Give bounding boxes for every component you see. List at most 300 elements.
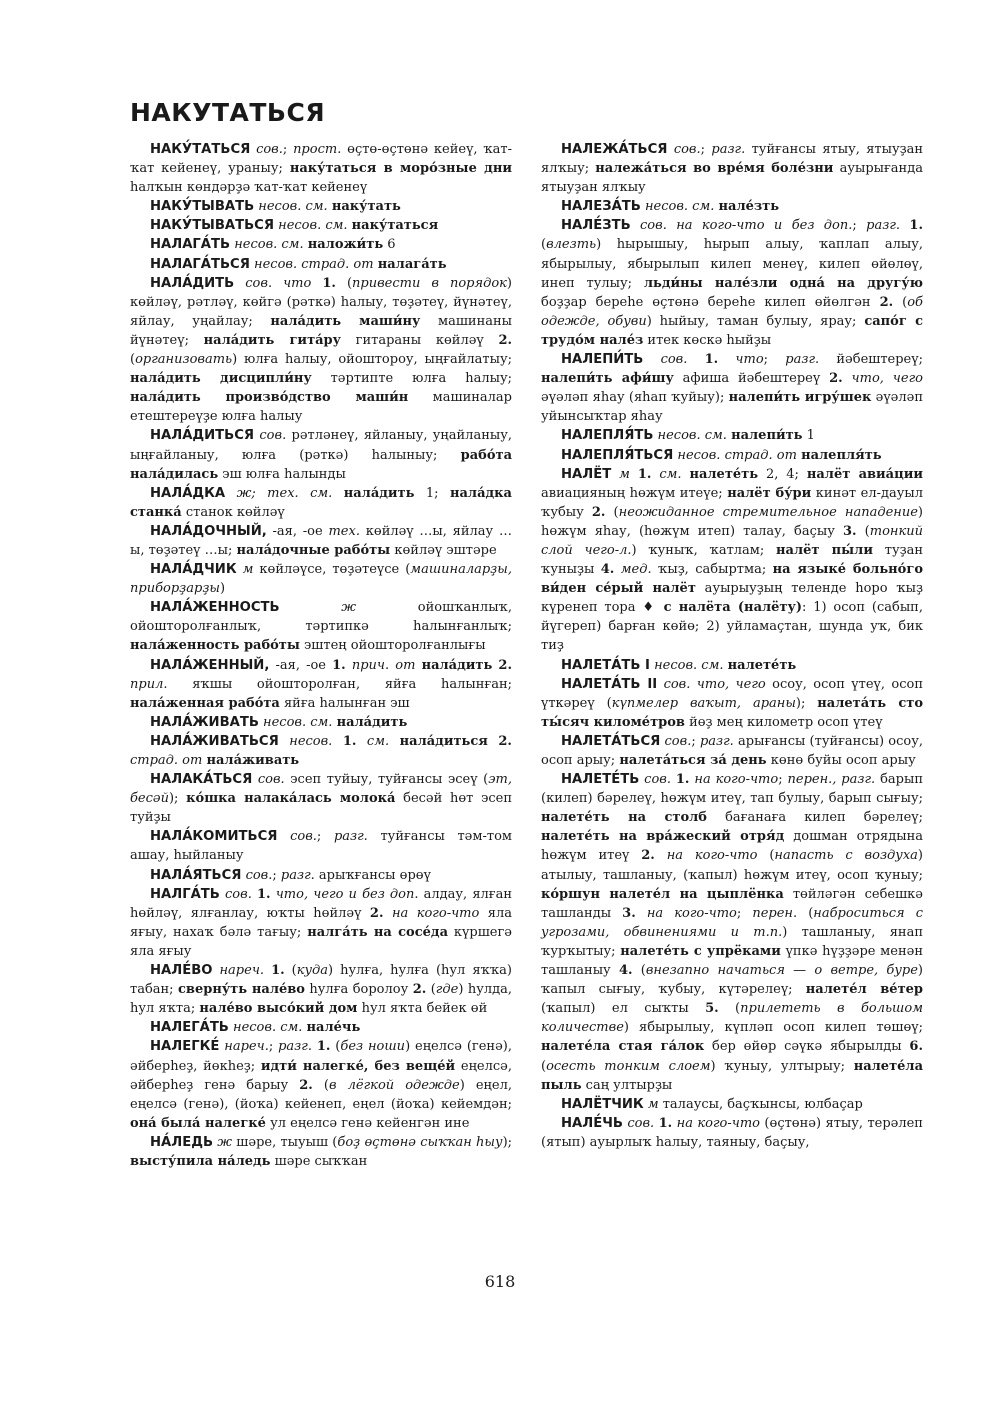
- example-phrase: 1.: [256, 886, 271, 902]
- grammar-label: см.: [366, 733, 390, 749]
- definition-text: (: [893, 294, 908, 310]
- definition-text: туйғансы тәм-том ашау, һыйланыу: [130, 829, 513, 864]
- entry-headword: НАЛЕ́ЗТЬ: [561, 218, 631, 234]
- definition-text: ) ябырылыу, күпләп осоп килеп төшөү;: [623, 1020, 923, 1036]
- example-phrase: належа́ться во вре́мя боле́зни: [595, 161, 834, 177]
- definition-text: яйға һалынған эш: [279, 695, 410, 711]
- grammar-label: неожиданное стремительное нападение: [618, 504, 918, 520]
- definition-text: кинәт ел-дауыл ҡубыу: [541, 485, 923, 520]
- definition-text: ;: [852, 218, 867, 234]
- grammar-label: несов. см.: [654, 657, 724, 673]
- example-phrase: 2.: [641, 848, 655, 864]
- dictionary-entry: [541, 1114, 923, 1152]
- grammar-label: несов. см.: [233, 1020, 303, 1036]
- dictionary-entry: [130, 770, 512, 827]
- entry-headword: НАЛЕПИ́ТЬ: [561, 352, 644, 368]
- definition-text: [718, 352, 735, 367]
- definition-text: шәре, тыуыш (: [232, 1134, 338, 1150]
- definition-text: әүәләп уйынсыҡтар яһау: [541, 390, 923, 425]
- example-phrase: налета́ться за́ день: [619, 753, 767, 768]
- grammar-label: несов. страд. от: [677, 447, 797, 463]
- definition-text: (: [130, 352, 136, 368]
- definition-text: эш юлға һалынды: [218, 466, 346, 482]
- definition-text: ;: [736, 905, 753, 921]
- definition-text: станок көйләү: [181, 504, 285, 520]
- definition-text: ул еңелсә генә кейенгән ине: [265, 1115, 470, 1131]
- grammar-label: на кого-что: [646, 905, 737, 921]
- example-phrase: налете́ть: [689, 466, 759, 482]
- right-column: [541, 140, 923, 1152]
- grammar-label: сов.: [225, 886, 252, 902]
- example-phrase: нала́живать: [206, 753, 300, 768]
- definition-text: талаусы, баҫҡынсы, юлбаҫар: [658, 1096, 863, 1112]
- entry-headword: НАЛА́КОМИТЬСЯ: [150, 829, 278, 845]
- example-phrase: с налёта (налёту): [663, 600, 802, 616]
- example-phrase: 1.: [909, 218, 923, 234]
- dictionary-entry: [541, 656, 923, 675]
- definition-text: ;: [282, 142, 294, 157]
- definition-text: [630, 467, 638, 482]
- example-phrase: налета́ть сто ты́сяч киломе́тров: [541, 695, 923, 730]
- grammar-label: перен.: [752, 905, 798, 921]
- definition-text: күршегә яла яғыу: [130, 924, 512, 959]
- definition-text: дошман отрядына һөжүм итеү: [541, 829, 923, 864]
- definition-text: [687, 352, 704, 367]
- grammar-label: сов. на кого-что и без доп.: [640, 218, 853, 234]
- grammar-label: сов.: [673, 142, 701, 157]
- example-phrase: налете́л ве́тер: [805, 982, 923, 998]
- example-phrase: налепи́ть афи́шу: [541, 371, 674, 387]
- definition-text: ;: [272, 867, 281, 883]
- definition-text: ) һырышыу, һырып алыу, ҡаплап алыу, ябырылыу, ябырылып килеп менеү, килеп өйөлөү, инеп тулыу;: [541, 237, 923, 291]
- dictionary-entry: [541, 446, 923, 465]
- definition-text: арығансы (туйғансы) осоу, осоп арыу;: [541, 733, 923, 768]
- grammar-label: разг.: [278, 1039, 312, 1055]
- definition-text: [488, 734, 499, 749]
- grammar-label: разг.: [866, 218, 901, 234]
- dictionary-entry: [130, 140, 512, 197]
- grammar-label: разг.: [711, 142, 746, 157]
- definition-text: (ҡапыл) ел сыҡты: [541, 1001, 706, 1017]
- example-phrase: 1.: [658, 1115, 673, 1131]
- definition-text: (: [335, 275, 353, 291]
- entry-headword: НАЛАГА́ТЬ: [150, 237, 231, 253]
- entry-headword: НАЛА́ЯТЬСЯ: [150, 867, 242, 883]
- dictionary-entry: [130, 866, 512, 885]
- example-phrase: нала́дить: [336, 714, 408, 730]
- definition-text: ) көйләү, рәтләү, көйгә (рәткә) һалыу, төҙәтеү, йүнәтеү, яйлау, уңайлау;: [130, 275, 512, 329]
- entry-headword: НАЛА́ДИТЬ: [150, 275, 235, 291]
- grammar-label: разг.: [785, 352, 820, 368]
- entry-headword: НАЛЕПЛЯ́ТЬСЯ: [561, 447, 674, 463]
- entry-headword: НАЛЕТЕ́ТЬ: [561, 772, 640, 788]
- entry-headword: НАЛГА́ТЬ: [150, 886, 220, 902]
- definition-text: [389, 734, 400, 749]
- definition-text: (: [426, 982, 436, 998]
- example-phrase: нале́зть: [718, 199, 780, 215]
- entry-headword: НАКУ́ТАТЬСЯ: [150, 142, 251, 157]
- dictionary-entry: [130, 560, 512, 598]
- grammar-label: привести в порядок: [352, 275, 507, 291]
- example-phrase: нала́женность рабо́ты: [130, 638, 300, 654]
- example-phrase: нала́диться: [399, 733, 488, 749]
- dictionary-entry: [130, 598, 512, 655]
- example-phrase: налага́ть: [377, 256, 447, 272]
- dictionary-entry: [541, 1095, 923, 1114]
- grammar-label: ж: [341, 600, 357, 616]
- grammar-label: сов.: [660, 352, 688, 368]
- definition-text: 6: [383, 237, 396, 253]
- dictionary-entry: [130, 885, 512, 961]
- definition-text: ;: [691, 733, 700, 749]
- definition-text: һул яҡта бейек өй: [357, 1001, 488, 1017]
- example-phrase: 2.: [879, 294, 894, 310]
- example-phrase: 1.: [332, 657, 346, 673]
- definition-text: );: [168, 791, 187, 807]
- definition-text: һулға боролоу: [304, 982, 413, 998]
- definition-text: ) ҡуныҡ, ҡатлам;: [631, 542, 777, 558]
- definition-text: эсеп туйыу, туйғансы эсеү (: [284, 772, 489, 788]
- definition-text: (: [757, 848, 775, 864]
- definition-text: ауырыуҙың теленде һоро ҡыҙ күренеп тора ♦: [541, 581, 923, 616]
- dictionary-entry: [130, 255, 512, 274]
- definition-text: [643, 352, 660, 367]
- grammar-label: сов. что: [245, 275, 312, 291]
- dictionary-entry: [541, 465, 923, 656]
- grammar-label: сов.: [627, 1115, 655, 1131]
- grammar-label: машиналарҙы, приборҙарҙы: [130, 562, 512, 597]
- definition-text: ) ҡапыл сығыу, ҡубыу, күтәрелеү;: [541, 963, 923, 998]
- definition-text: [311, 276, 322, 291]
- grammar-label: эт, бесәй: [130, 772, 512, 807]
- definition-text: әүәләп яһау (яһап ҡуйыу);: [541, 390, 729, 406]
- grammar-label: күпмелер ваҡыт, араны: [611, 695, 796, 711]
- definition-text: ) ҡуныу, ултырыу;: [710, 1058, 854, 1074]
- definition-text: [264, 963, 271, 978]
- dictionary-entry: [130, 656, 512, 713]
- entry-headword: НАЛА́ЖИВАТЬ: [150, 714, 259, 730]
- example-phrase: 3.: [842, 523, 857, 539]
- grammar-label: несов. страд. от: [254, 256, 374, 272]
- grammar-label: сов.: [259, 428, 287, 444]
- entry-headword: НАЛЕ́ВО: [150, 963, 213, 979]
- example-phrase: налете́ть: [727, 657, 797, 673]
- definition-text: бер өйөр сәүкә ябырылды: [704, 1039, 910, 1055]
- definition-text: (: [797, 905, 814, 921]
- definition-text: машинаны йүнәтеү;: [130, 313, 512, 348]
- example-phrase: налепи́ть: [731, 428, 803, 444]
- entry-headword: НАЛЕ́ЧЬ: [561, 1115, 623, 1131]
- definition-text: ;: [778, 772, 788, 788]
- example-phrase: нала́дить дисципли́ну: [130, 371, 312, 387]
- grammar-label: несов. см.: [258, 199, 328, 215]
- example-phrase: налете́ла пыль: [541, 1058, 923, 1093]
- entry-headword: НАЛЕГА́ТЬ: [150, 1020, 229, 1036]
- grammar-label: ж: [217, 1134, 233, 1150]
- grammar-label: прост.: [293, 142, 342, 157]
- dictionary-entry: [130, 713, 512, 732]
- example-phrase: 2.: [829, 371, 843, 387]
- grammar-label: перен., разг.: [787, 772, 876, 788]
- grammar-label: в лёгкой одежде: [328, 1077, 460, 1093]
- example-phrase: налёт авиа́ции: [806, 466, 923, 482]
- example-phrase: 3.: [622, 905, 636, 921]
- example-phrase: сапо́г с трудо́м нале́з: [541, 313, 923, 348]
- grammar-label: напасть с воздуха: [774, 848, 918, 864]
- example-phrase: ко́шка налака́лась молока́: [186, 791, 396, 807]
- example-phrase: налете́ть с упрёками: [620, 943, 781, 959]
- example-phrase: ко́ршун налете́л на цыплёнка: [541, 886, 784, 902]
- example-phrase: налга́ть на сосе́да: [307, 924, 448, 940]
- example-phrase: 1.: [342, 733, 357, 749]
- example-phrase: высту́пила на́ледь: [130, 1153, 271, 1169]
- example-phrase: 2.: [412, 982, 427, 998]
- grammar-label: м: [619, 466, 630, 482]
- grammar-label: см.: [659, 466, 682, 482]
- example-phrase: нала́дить маши́ну: [270, 313, 421, 329]
- definition-text: 2, 4;: [758, 466, 807, 482]
- grammar-label: тонкий слой чего-л.: [541, 523, 923, 558]
- example-phrase: налепи́ть игру́шек: [728, 390, 872, 406]
- grammar-label: м: [647, 1096, 659, 1112]
- entry-headword: НАЛЕТА́ТЬСЯ: [561, 733, 661, 749]
- definition-text: [356, 734, 367, 749]
- definition-text: ) ташланыу, янап ҡурҡытыу;: [541, 924, 923, 959]
- definition-text: ;: [700, 142, 712, 157]
- entry-headword: НАЛАКА́ТЬСЯ: [150, 772, 253, 788]
- definition-text: );: [502, 1134, 513, 1150]
- definition-text: 1;: [414, 485, 450, 501]
- dictionary-entry: [541, 216, 923, 350]
- example-phrase: наку́таться в моро́зные дни: [289, 161, 512, 177]
- grammar-label: сов. что, чего: [663, 676, 766, 692]
- example-phrase: налете́ть на вра́жеский отря́д: [541, 829, 785, 845]
- definition-text: барып (килеп) бәрелеү, һөжүм итеү, тап булыу, барып сығыу;: [541, 772, 923, 807]
- dictionary-entry: [130, 484, 512, 522]
- definition-text: ) һулға, һулға (һул яҡҡа) табан;: [130, 963, 512, 998]
- grammar-label: несов. см.: [234, 237, 304, 253]
- grammar-label: куда: [296, 963, 329, 979]
- entry-headword: НАЛЕТА́ТЬ II: [561, 676, 658, 692]
- grammar-label: что, чего: [851, 371, 923, 387]
- grammar-label: об одежде, обуви: [541, 294, 923, 329]
- entry-headword: НАЛЕЖА́ТЬСЯ: [561, 142, 668, 157]
- definition-text: ) һыйыу, таман булыу, ярау;: [646, 313, 865, 329]
- grammar-label: прилететь в большом количестве: [541, 1001, 923, 1036]
- entry-headword: НАЛА́ДЧИК: [150, 562, 237, 578]
- entry-headword: НАКУ́ТЫВАТЬСЯ: [150, 218, 274, 234]
- definition-text: (: [541, 237, 547, 253]
- entry-headword: НАЛА́ЖИВАТЬСЯ: [150, 733, 279, 749]
- example-phrase: 2.: [498, 733, 512, 749]
- grammar-label: сов.: [644, 772, 671, 788]
- example-phrase: нала́дочные рабо́ты: [236, 542, 391, 558]
- grammar-label: что: [735, 352, 764, 368]
- definition-text: йәбештереү;: [819, 352, 923, 368]
- example-phrase: 1.: [637, 466, 652, 482]
- grammar-label: сов.: [290, 829, 317, 845]
- definition-text: көйләүсе, төҙәтеүсе (: [253, 562, 411, 578]
- page-number: 618: [484, 1272, 516, 1291]
- example-phrase: 4.: [600, 562, 615, 578]
- example-phrase: 2.: [299, 1077, 313, 1093]
- running-head: НАКУТАТЬСЯ: [130, 98, 326, 127]
- example-phrase: 1.: [322, 275, 336, 291]
- definition-text: (: [605, 504, 619, 520]
- definition-text: [843, 371, 852, 386]
- entry-headword: НАЛА́ДИТЬСЯ: [150, 428, 255, 444]
- definition-text: афиша йәбештереү: [673, 371, 830, 387]
- entry-headword: НАЛАГА́ТЬСЯ: [150, 256, 250, 272]
- definition-text: -ая, -ое: [269, 657, 333, 673]
- example-phrase: налете́ть на столб: [541, 810, 707, 826]
- example-phrase: наку́таться: [351, 218, 439, 234]
- definition-text: туйғансы ятыу, ятыуҙан ялҡыу;: [541, 142, 923, 177]
- definition-text: ) еңелсә (генә), әйберһеҙ, йөкһеҙ;: [130, 1039, 512, 1074]
- entry-headword: НАКУ́ТЫВАТЬ: [150, 199, 255, 215]
- entry-headword: НАЛЁТ: [561, 466, 612, 482]
- grammar-label: сов.: [664, 733, 692, 749]
- entry-headword: НАЛЕЗА́ТЬ: [561, 199, 641, 215]
- grammar-label: наброситься с угрозами, обвинениями и т.п.: [541, 905, 923, 940]
- example-phrase: 2.: [498, 332, 513, 348]
- definition-text: [332, 486, 343, 501]
- dictionary-entry: [541, 675, 923, 732]
- definition-text: [631, 218, 640, 233]
- example-phrase: рабо́та нала́дилась: [130, 447, 512, 482]
- definition-text: [611, 467, 619, 482]
- definition-text: алдау, ялған һөйләү, ялғанлау, юҡты һөйләү: [130, 886, 513, 921]
- example-phrase: идти́ налегке́, без веще́й: [260, 1058, 456, 1074]
- grammar-label: прич. от: [351, 657, 416, 673]
- definition-text: [900, 218, 909, 233]
- example-phrase: нале́чь: [306, 1020, 361, 1036]
- definition-text: саң ултырҙы: [581, 1077, 673, 1093]
- definition-text: [383, 906, 391, 921]
- definition-text: ;: [316, 829, 334, 845]
- dictionary-entry: [130, 426, 512, 483]
- dictionary-entry: [541, 140, 923, 197]
- entry-headword: НАЛЁТЧИК: [561, 1096, 644, 1112]
- definition-text: авиацияның һөжүм итеүе;: [541, 485, 728, 501]
- definition-text: үпкә һүҙҙәре менән ташланыу: [541, 943, 924, 979]
- example-phrase: 1.: [704, 352, 719, 368]
- definition-text: ойошҡанлыҡ, ойошторолғанлыҡ, тәртипкә һалынғанлыҡ;: [130, 600, 512, 635]
- grammar-label: что, чего и без доп.: [275, 886, 419, 902]
- definition-text: (: [330, 1039, 341, 1055]
- dictionary-entry: [130, 827, 512, 865]
- entry-headword: НАЛА́ДОЧНЫЙ,: [150, 523, 267, 539]
- example-phrase: нала́женная рабо́та: [130, 695, 280, 711]
- example-phrase: нала́дить произво́дство маши́н: [130, 390, 409, 406]
- definition-text: [332, 734, 343, 749]
- dictionary-entry: [130, 522, 512, 560]
- grammar-label: ж; тех. см.: [236, 485, 333, 501]
- example-phrase: 1.: [316, 1039, 331, 1055]
- example-phrase: 1.: [271, 963, 285, 979]
- grammar-label: влезть: [546, 237, 597, 253]
- grammar-label: тех.: [328, 523, 360, 539]
- example-phrase: сверну́ть нале́во: [178, 982, 305, 998]
- dictionary-entry: [130, 732, 512, 770]
- definition-text: ауырығанда ятыуҙан ялҡыу: [541, 161, 923, 196]
- definition-text: яла яғыу, нахаҡ бәлә тағыу;: [130, 905, 512, 940]
- grammar-label: где: [435, 982, 459, 998]
- grammar-label: м: [242, 562, 254, 578]
- example-phrase: нала́дить: [421, 657, 493, 673]
- entry-headword: НАЛЕТА́ТЬ I: [561, 657, 650, 673]
- grammar-label: несов. см.: [644, 199, 715, 215]
- example-phrase: 2.: [498, 657, 512, 673]
- definition-text: [655, 848, 667, 863]
- example-phrase: нале́во высо́кий дом: [199, 1001, 358, 1017]
- grammar-label: без ноши: [340, 1039, 406, 1055]
- definition-text: ;: [268, 1039, 279, 1055]
- definition-text: (: [856, 523, 870, 539]
- definition-text: );: [795, 695, 818, 711]
- definition-text: көнө буйы осоп арыу: [766, 753, 916, 768]
- definition-text: өҫтө-өҫтөнә кейеү, ҡат-ҡат кейенеү, ураныу;: [130, 142, 512, 177]
- definition-text: ) еңел, еңелсә (генә), (йоҡа) кейенеп, еңел (йоҡа) кейемдән;: [130, 1077, 512, 1112]
- dictionary-entry: [541, 426, 923, 445]
- grammar-label: несов. см.: [263, 714, 333, 730]
- dictionary-entry: [541, 350, 923, 426]
- definition-text: (: [632, 963, 646, 979]
- definition-text: төйләгән себешкә ташланды: [541, 886, 924, 921]
- definition-text: бесәй һөт эсеп туйҙы: [130, 791, 512, 826]
- dictionary-entry: [130, 197, 512, 216]
- grammar-label: несов. см.: [278, 218, 348, 234]
- example-phrase: налете́ла стая га́лок: [541, 1039, 705, 1055]
- definition-text: ҡыҙ, сабыртма;: [651, 562, 773, 578]
- definition-text: [277, 829, 290, 844]
- grammar-label: прил.: [130, 676, 168, 692]
- example-phrase: 1.: [675, 772, 690, 788]
- definition-text: рәтләнеү, яйланыу, уңайланыу, ыңғайланыу, юлға (рәткә) һалыныу;: [130, 428, 512, 463]
- example-phrase: 5.: [705, 1001, 719, 1017]
- grammar-label: сов.: [256, 142, 283, 157]
- dictionary-entry: [130, 235, 512, 254]
- grammar-label: сов.: [257, 772, 285, 788]
- grammar-label: нареч.: [224, 1039, 269, 1055]
- dictionary-entry: [541, 197, 923, 216]
- example-phrase: 6.: [909, 1039, 923, 1055]
- definition-text: яҡшы ойошторолған, яйға һалынған;: [167, 676, 512, 692]
- example-phrase: нала́дить: [343, 485, 415, 501]
- definition-text: [280, 600, 342, 615]
- dictionary-entry: [130, 1133, 512, 1171]
- example-phrase: она́ была́ налегке́: [130, 1115, 266, 1131]
- dictionary-entry: [541, 732, 923, 770]
- definition-text: көйләү эштәре: [390, 542, 497, 558]
- definition-text: (: [541, 1058, 547, 1074]
- definition-text: ) юлға һалыу, ойоштороу, ыңғайлатыу;: [232, 352, 512, 368]
- grammar-label: организовать: [135, 352, 233, 368]
- definition-text: еңелсә, әйберһеҙ генә барыу: [130, 1058, 512, 1093]
- dictionary-entry: [541, 770, 923, 1095]
- left-column: [130, 140, 512, 1171]
- grammar-label: несов. см.: [657, 428, 727, 444]
- dictionary-entry: [130, 1018, 512, 1037]
- entry-headword: НАЛЕГКЕ́: [150, 1039, 220, 1055]
- definition-text: арыҡғансы өрөү: [314, 867, 431, 883]
- grammar-label: мед.: [620, 562, 652, 578]
- grammar-label: сов.: [245, 867, 273, 883]
- example-phrase: 2.: [369, 905, 384, 921]
- definition-text: [234, 276, 245, 291]
- definition-text: ) һулда, һул яҡта;: [130, 982, 512, 1017]
- definition-text: (: [718, 1001, 741, 1017]
